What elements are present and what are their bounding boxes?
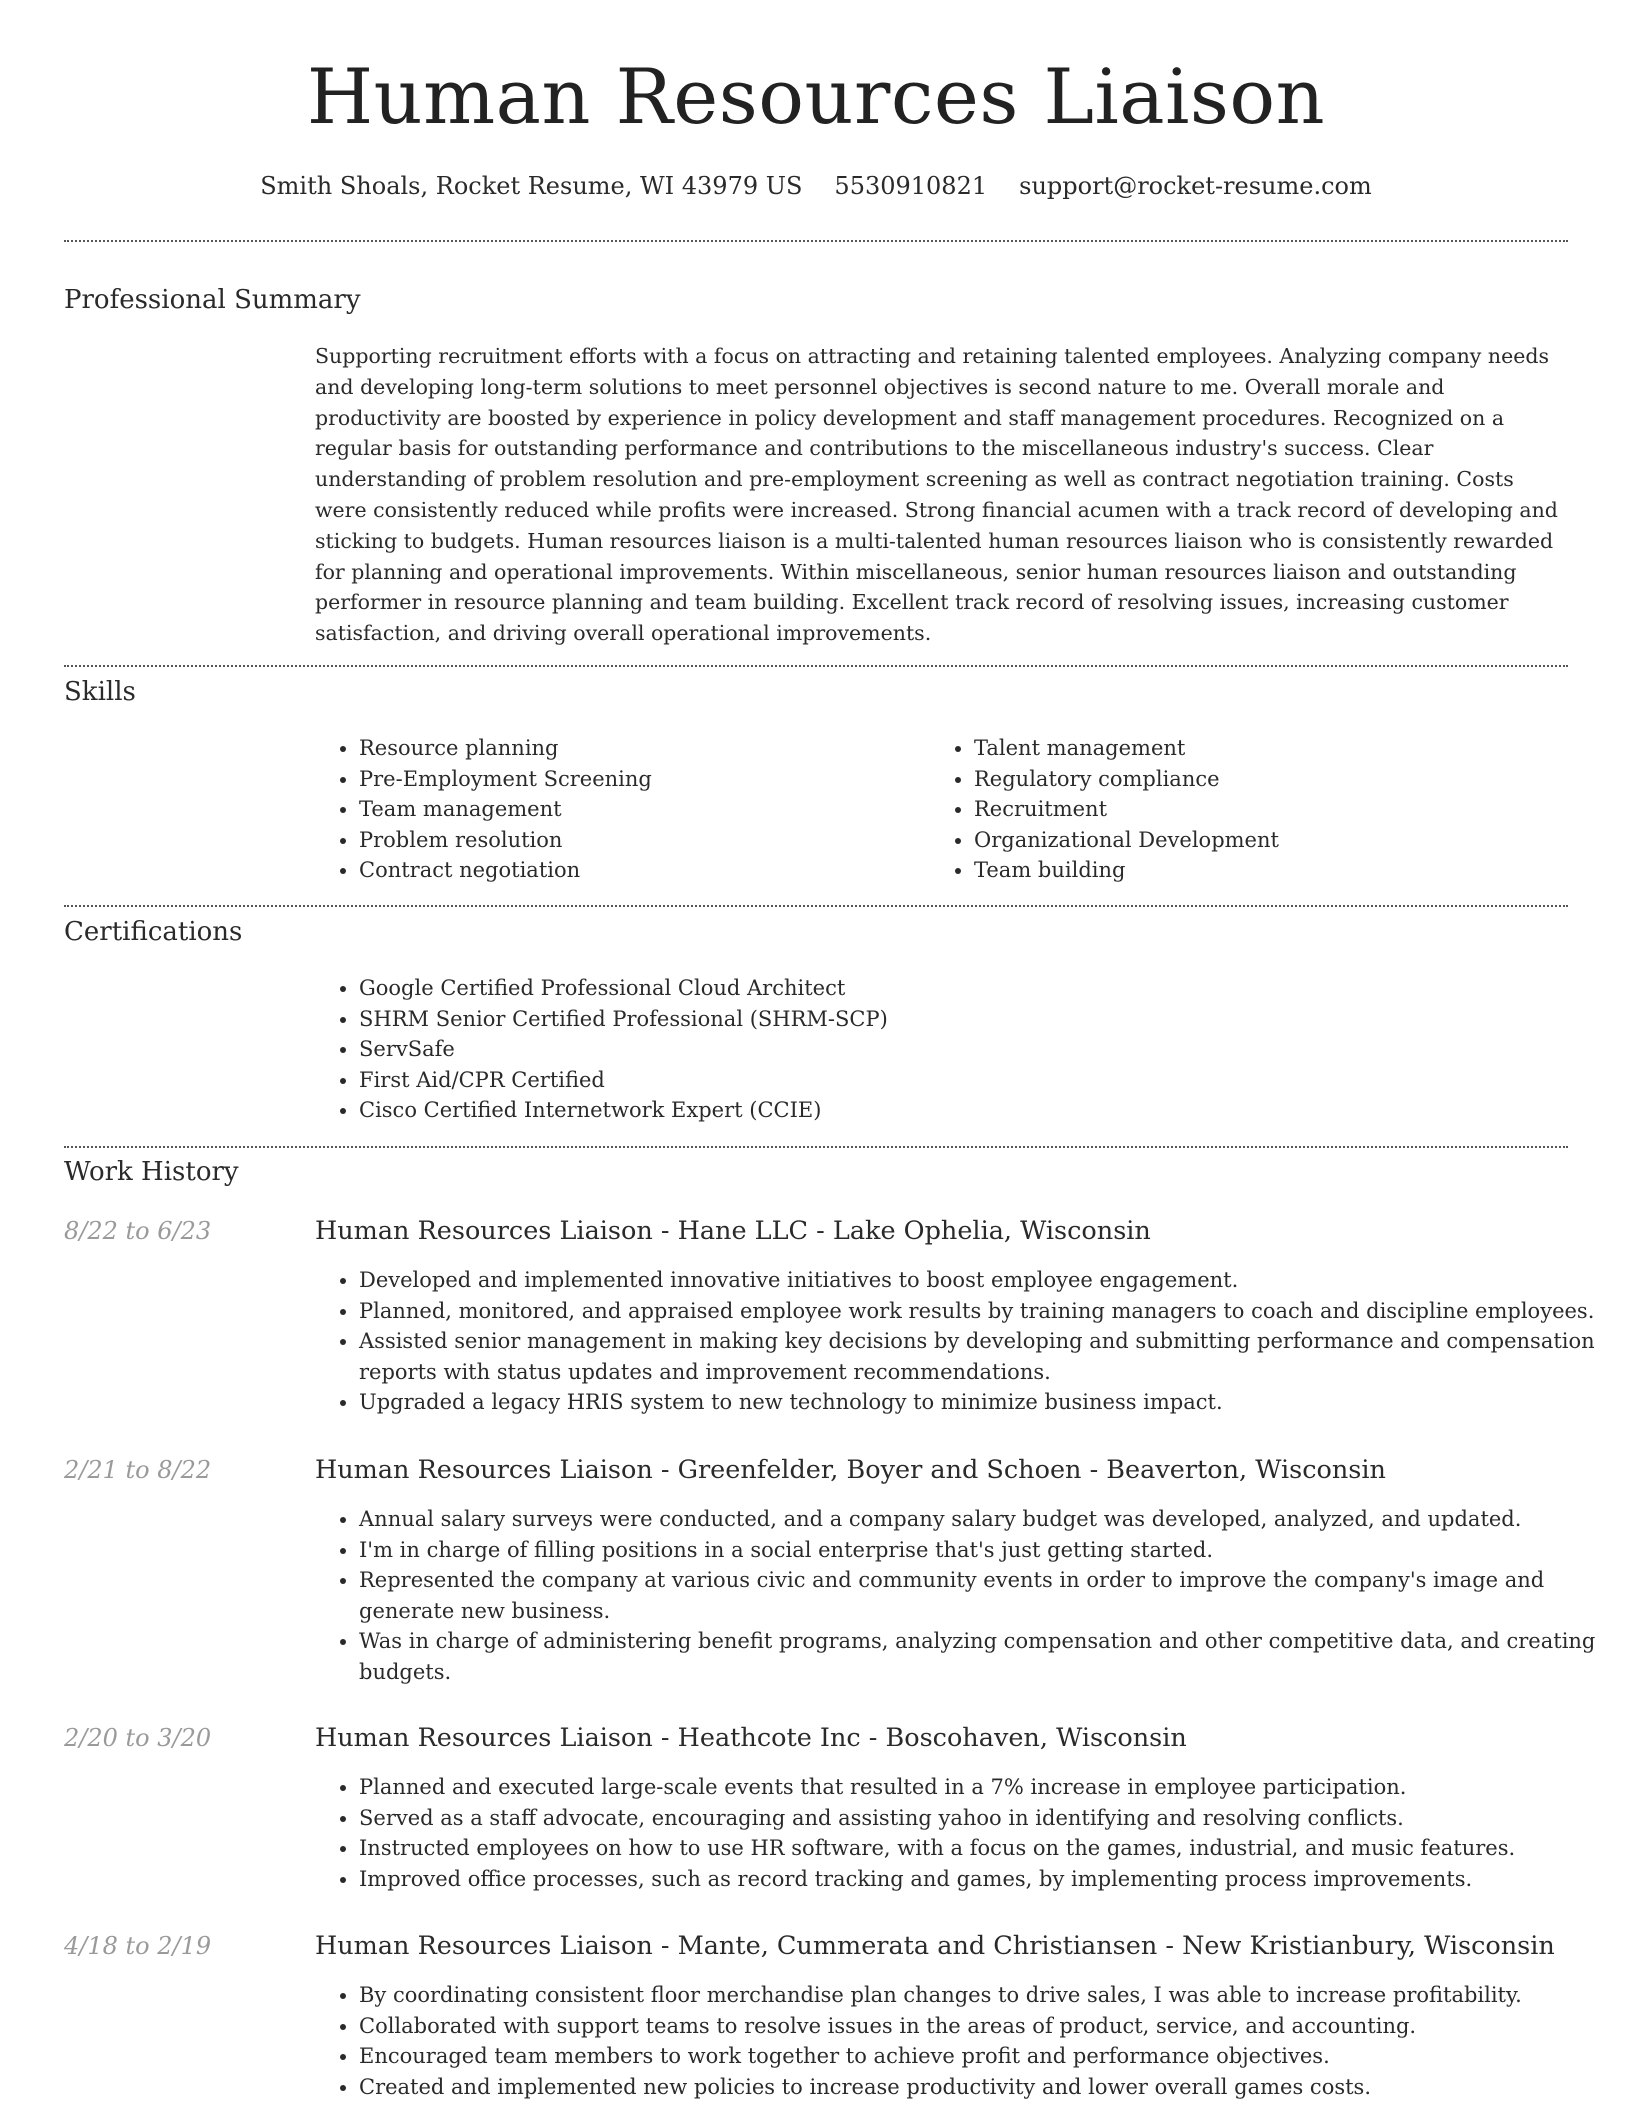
skills-list-right [930,733,1574,886]
job-bullets [315,1980,1612,2102]
work-history-heading: Work History [64,1157,239,1187]
list-item: • Developed and implemented innovative initiatives to boost employee engagement. [359,1265,1612,1296]
certifications-heading: Certifications [64,917,243,947]
list-item: • Created and implemented new policies to increase productivity and lower overall games costs. [359,2072,1612,2103]
list-item: • Team management [359,794,959,825]
list-item: • Assisted senior management in making key decisions by developing and submitting performance and compensation reports with status updates and improvement recommendations. [359,1326,1612,1387]
skills-heading: Skills [64,677,136,707]
job-title: Human Resources Liaison - Heathcote Inc - Boscohaven, Wisconsin [315,1723,1187,1753]
list-item: • Regulatory compliance [974,764,1574,795]
page-title: Human Resources Liaison [306,52,1326,141]
list-item: • Was in charge of administering benefit programs, analyzing compensation and other competitive data, and creating budgets. [359,1626,1612,1687]
list-item: • ServSafe [359,1034,1612,1065]
skills-list-left [315,733,959,886]
list-item: • Pre-Employment Screening [359,764,959,795]
certifications-list [315,973,1612,1126]
list-item: • I'm in charge of filling positions in a social enterprise that's just getting started. [359,1535,1612,1566]
list-item: • Instructed employees on how to use HR software, with a focus on the games, industrial, and music features. [359,1833,1612,1864]
list-item: • Resource planning [359,733,959,764]
summary-text: Supporting recruitment efforts with a focus on attracting and retaining talented employees. Analyzing company needs and developing long-term solutions to meet personnel objectives is second nature to me. Overall morale and productivity are boosted by experience in policy development and staff management procedures. Recognized on a regular basis for outstanding performance and contributions to the miscellaneous industry's success. Clear understanding of problem resolution and pre-employment screening as well as contract negotiation training. Costs were consistently reduced while profits were increased. Strong financial acumen with a track record of developing and sticking to budgets. Human resources liaison is a multi-talented human resources liaison who is consistently rewarded for planning and operational improvements. Within miscellaneous, senior human resources liaison and outstanding performer in resource planning and team building. Excellent track record of resolving issues, increasing customer satisfaction, and driving overall operational improvements. [315,344,1558,646]
job-title: Human Resources Liaison - Mante, Cummerata and Christiansen - New Kristianbury, Wisconsin [315,1931,1555,1961]
job-title: Human Resources Liaison - Hane LLC - Lake Ophelia, Wisconsin [315,1216,1151,1246]
contact-phone: 5530910821 [834,172,988,200]
job-bullets [315,1504,1612,1687]
list-item: • Served as a staff advocate, encouraging and assisting yahoo in identifying and resolving conflicts. [359,1803,1612,1834]
list-item: • Represented the company at various civic and community events in order to improve the company's image and generate new business. [359,1565,1612,1626]
list-item: • Organizational Development [974,825,1574,856]
job-dates: 2/21 to 8/22 [64,1456,212,1484]
list-item: • By coordinating consistent floor merchandise plan changes to drive sales, I was able to increase profitability. [359,1980,1612,2011]
section-divider [64,665,1568,667]
list-item: • Planned and executed large-scale events that resulted in a 7% increase in employee participation. [359,1772,1612,1803]
list-item: • Annual salary surveys were conducted, and a company salary budget was developed, analyzed, and updated. [359,1504,1612,1535]
list-item: • SHRM Senior Certified Professional (SHRM-SCP) [359,1004,1612,1035]
section-divider [64,905,1568,907]
job-bullets [315,1265,1612,1418]
list-item: • Upgraded a legacy HRIS system to new technology to minimize business impact. [359,1387,1612,1418]
list-item: • Cisco Certified Internetwork Expert (CCIE) [359,1095,1612,1126]
section-divider [64,1146,1568,1148]
job-bullets [315,1772,1612,1894]
list-item: • Improved office processes, such as record tracking and games, by implementing process improvements. [359,1864,1612,1895]
list-item: • Encouraged team members to work together to achieve profit and performance objectives. [359,2041,1612,2072]
section-divider [64,240,1568,242]
list-item: • Collaborated with support teams to resolve issues in the areas of product, service, and accounting. [359,2011,1612,2042]
contact-line [0,172,1632,200]
list-item: • Problem resolution [359,825,959,856]
list-item: • Team building [974,855,1574,886]
list-item: • Recruitment [974,794,1574,825]
list-item: • Contract negotiation [359,855,959,886]
job-dates: 4/18 to 2/19 [64,1932,212,1960]
contact-address: Smith Shoals, Rocket Resume, WI 43979 US [260,172,803,200]
list-item: • Talent management [974,733,1574,764]
list-item: • Google Certified Professional Cloud Architect [359,973,1612,1004]
job-title: Human Resources Liaison - Greenfelder, Boyer and Schoen - Beaverton, Wisconsin [315,1455,1386,1485]
job-dates: 2/20 to 3/20 [64,1724,212,1752]
job-dates: 8/22 to 6/23 [64,1217,212,1245]
summary-heading: Professional Summary [64,285,361,315]
list-item: • First Aid/CPR Certified [359,1065,1612,1096]
list-item: • Planned, monitored, and appraised employee work results by training managers to coach and discipline employees. [359,1296,1612,1327]
contact-email: support@rocket-resume.com [1019,172,1372,200]
